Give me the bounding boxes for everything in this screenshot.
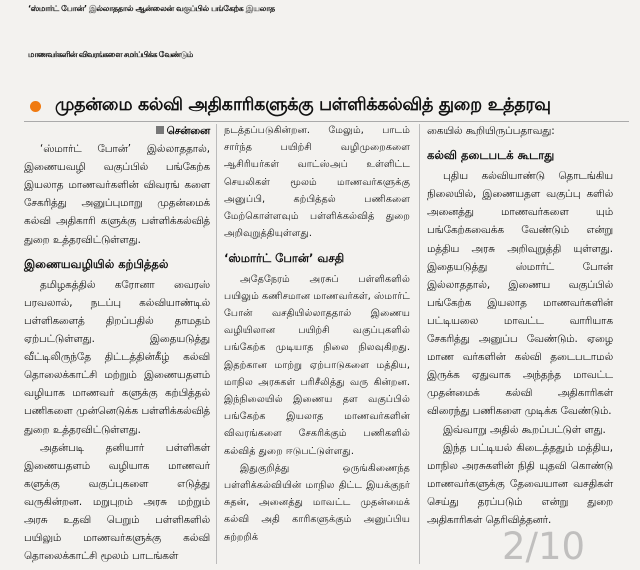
paragraph: இந்த பட்டியல் கிடைத்ததும் மத்திய, மாநில அரசுகளின் நிதி யுதவி கொண்டு மாணவர்களுக்கு தேவையான வசதிகள் செய்து தரப்படும் என்று துறை அதிகாரிகள் தெரிவித்தனர். [427, 441, 613, 526]
paragraph: அதன்படி தனியார் பள்ளிகள் இணையதளம் வழியாக மாணவர் களுக்கு வகுப்புகளை எடுத்து வருகின்றன. மறுபுறம் அரசு மற்றும் அரசு உதவி பெறும் பள்ளிகளில் பயிலும் மாணவர்களுக்கு கல்வி தொலைக்காட்சி மூலம் பாடங்கள் [24, 441, 210, 563]
article-column-2 [224, 122, 410, 546]
headline: மாணவர்களின் விவரங்களை சமர்ப்பிக்க வேண்டும் [28, 50, 193, 59]
subheading: கல்வி தடைபடக் கூடாது [427, 148, 555, 163]
paragraph: தமிழகத்தில் கரோனா வைரஸ் பரவலால், நடப்பு கல்வியாண்டில் பள்ளிகளைத் திறப்பதில் தாமதம் ஏற்பட்டுள்ளது. இதையடுத்து வீட்டிலிருந்தே திட்டத்தின்கீழ் கல்வி தொலைக்காட்சி மற்றும் இணையதளம் வழியாக மாணவர் களுக்கு கற்பித்தல் பணிகளை முன்னெடுக்க பள்ளிக்கல்வித் துறை உத்தரவிட்டுள்ளது. [24, 278, 210, 436]
dateline [24, 122, 210, 140]
page-indicator: 2/10 [502, 525, 586, 568]
deck-subheadline: முதன்மை கல்வி அதிகாரிகளுக்கு பள்ளிக்கல்வித் துறை உத்தரவு [55, 95, 551, 115]
column-divider [419, 124, 420, 564]
column-divider [216, 124, 217, 564]
paragraph: கையில் கூறியிருப்பதாவது: [427, 125, 555, 137]
paragraph: புதிய கல்வியாண்டு தொடங்கிய நிலையில், இணையதள வகுப்பு களில் அனைத்து மாணவர்களை யும் பங்கேற்கவைக்க வேண்டும் என்று மத்திய அரசு அறிவுறுத்தி யுள்ளது. இதையடுத்து ஸ்மார்ட் போன் இல்லாததால், இணைய வகுப்பில் பங்கேற்க இயலாத மாணவர்களின் பட்டியலை மாவட்ட வாரியாக சேகரித்து அனுப்ப வேண்டும். ஏழை மாண வர்களின் கல்வி தடைபடாமல் இருக்க ஏதுவாக அந்தந்த மாவட்ட முதன்மைக் கல்வி அதிகாரிகள் விரைந்து பணிகளை முடிக்க வேண்டும். [427, 170, 613, 418]
paragraph: அதேநேரம் அரசுப் பள்ளிகளில் பயிலும் கணிசமான மாணவர்கள், ஸ்மார்ட் போன் வசதியில்லாததால் இணைய வழியிலான பயிற்சி வகுப்புகளில் பங்கேற்க முடியாத நிலை நிலவுகிறது. இதற்கான மாற்று ஏற்பாடுகளை மத்திய, மாநில அரசுகள் பரிசீலித்து வரு கின்றன. இந்நிலையில் இணைய தள வகுப்பில் பங்கேற்க இயலாத மாணவர்களின் விவரங்களை சேகரிக்கும் பணிகளில் கல்வித் துறை ஈடுபட்டுள்ளது. [224, 273, 410, 457]
subheading: ‘ஸ்மார்ட் போன்’ வசதி [224, 251, 345, 266]
paragraph: ‘ஸ்மார்ட் போன்’ இல்லாததால், இணையவழி வகுப்பில் பங்கேற்க இயலாத மாணவர்களின் விவரங் களை சேகரித்து அனுப்புமாறு முதன்மைக் கல்வி அதிகாரி களுக்கு பள்ளிக்கல்வித் துறை உத்தரவிட்டுள்ளது. [24, 143, 210, 246]
article-column-1 [24, 122, 210, 565]
paragraph: நடத்தப்படுகின்றன. மேலும், பாடம் சார்ந்த பயிற்சி வழிமுறைகளை ஆசிரியர்கள் வாட்ஸ்அப் உள்ளிட்ட செயலிகள் மூலம் மாணவர்களுக்கு அனுப்பி, கற்பித்தல் பணிகளை மேற்கொள்ளவும் பள்ளிக்கல்வித் துறை அறிவுறுத்தியுள்ளது. [224, 125, 410, 240]
kicker-line: ‘ஸ்மார்ட் போன்’ இல்லாததால் ஆன்லைன் வகுப்பில் பங்கேற்க இயலாத [28, 4, 275, 13]
article-column-3 [427, 122, 613, 529]
square-bullet-icon [156, 126, 164, 134]
subheading: இணையவழியில் கற்பித்தல் [24, 256, 169, 271]
dateline-text: சென்னை [166, 125, 210, 137]
deck-row [30, 95, 630, 117]
paragraph: இவ்வாறு அதில் கூறப்பட்டுள் ளது. [443, 423, 606, 436]
orange-bullet-icon [30, 101, 41, 112]
paragraph: இதுகுறித்து ஒருங்கிணைந்த பள்ளிக்கல்வியின் மாநில திட்ட இயக்குநர் சுதன், அனைத்து மாவட்ட முதன்மைக் கல்வி அதி காரிகளுக்கும் அனுப்பிய சுற்றறிக் [224, 462, 410, 543]
